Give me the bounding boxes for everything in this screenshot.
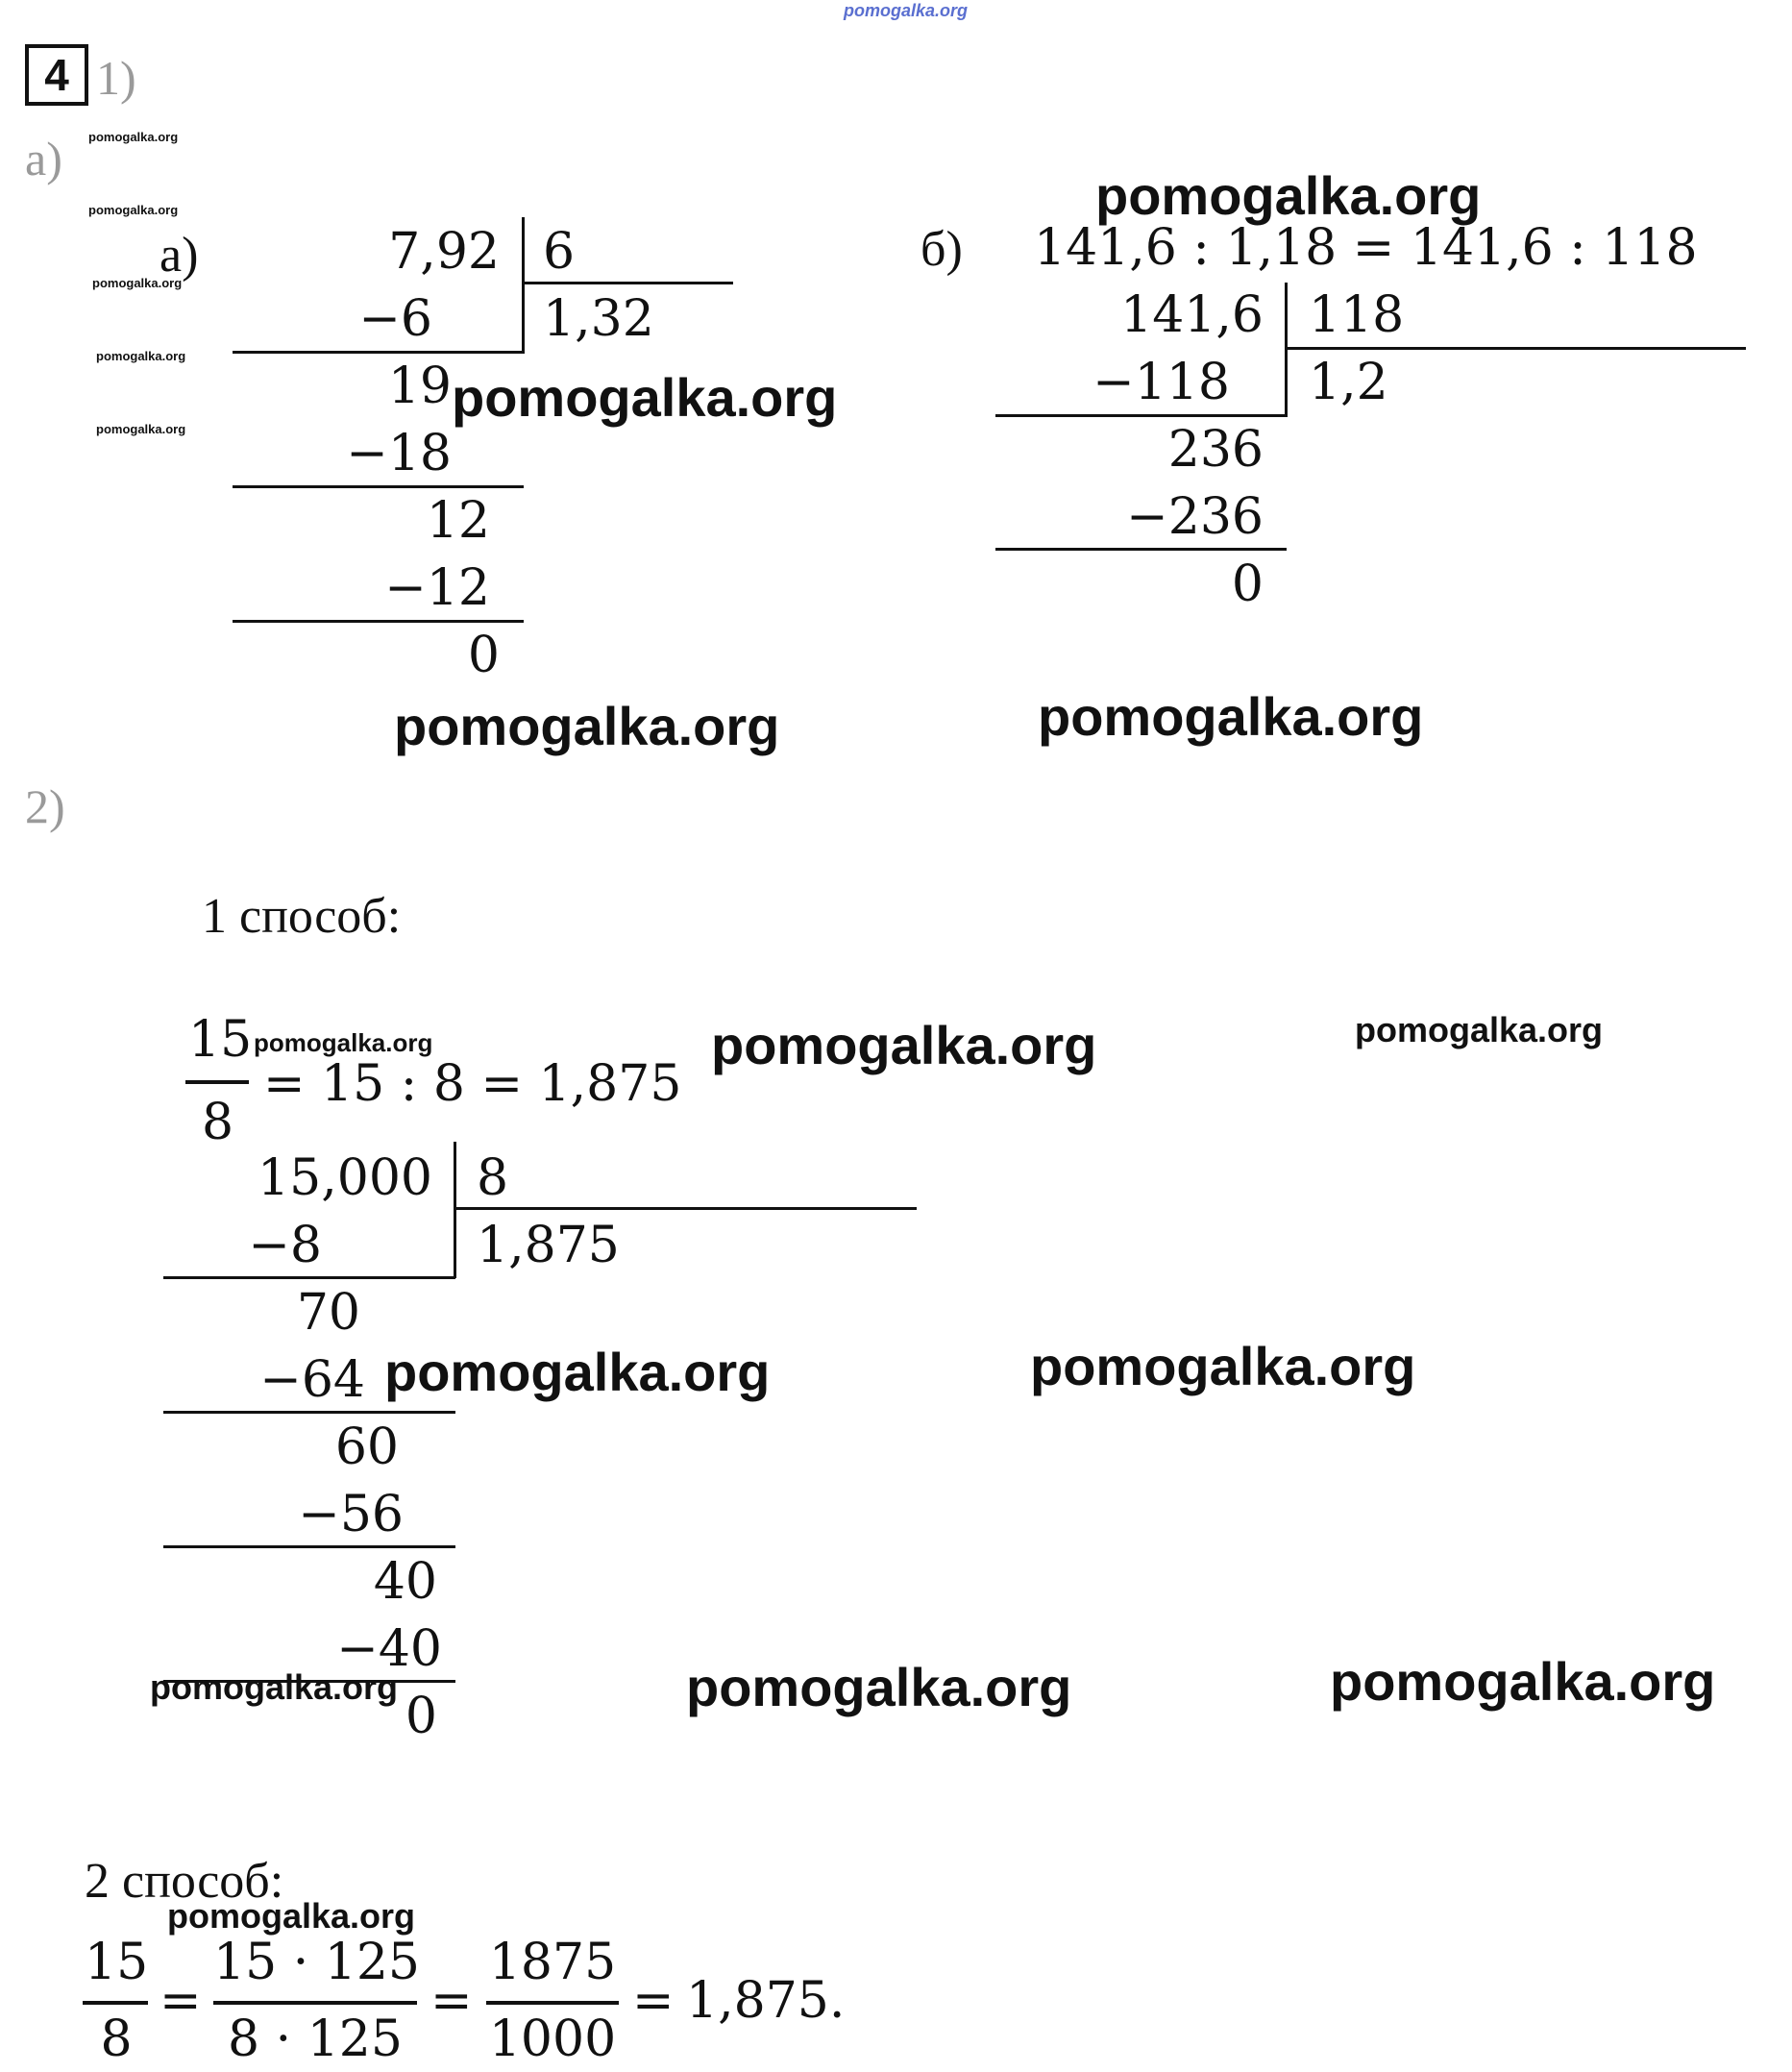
fraction-bar <box>213 2001 417 2005</box>
part-a-divisor: 6 <box>543 223 576 281</box>
fraction-denominator: 8 <box>202 1094 234 1151</box>
part-a-quotient: 1,32 <box>543 290 654 348</box>
part-b-equation: 141,6 : 1,18 = 141,6 : 118 <box>1034 219 1698 277</box>
fraction-bar <box>486 2001 619 2005</box>
division-step: 40 <box>373 1553 437 1611</box>
watermark: pomogalka.org <box>394 696 780 756</box>
subtraction-line <box>233 485 524 488</box>
watermark: pomogalka.org <box>167 1896 416 1936</box>
division-step: −56 <box>298 1486 404 1543</box>
fraction-denominator: 8 · 125 <box>228 2010 403 2068</box>
watermark: pomogalka.org <box>1030 1336 1416 1396</box>
division-step: −8 <box>248 1217 322 1274</box>
watermark-small: pomogalka.org <box>254 1028 433 1057</box>
division-step: −40 <box>336 1620 442 1678</box>
fraction-bar <box>83 2001 148 2005</box>
division-step: −118 <box>1092 354 1230 411</box>
division-step: 0 <box>467 627 500 684</box>
watermark-small: pomogalka.org <box>96 349 186 363</box>
fraction-numerator: 15 <box>85 1934 149 1991</box>
subtraction-line <box>163 1411 455 1414</box>
method1-equation: = 15 : 8 = 1,875 <box>263 1055 682 1113</box>
method2-result: 1,875. <box>686 1972 846 2030</box>
method1-divisor: 8 <box>477 1149 509 1207</box>
subtraction-line <box>163 1276 455 1279</box>
division-bar <box>454 1142 456 1278</box>
division-step: 70 <box>296 1284 360 1342</box>
division-step: 0 <box>1231 555 1264 613</box>
division-bar <box>454 1207 917 1210</box>
part-a-dividend: 7,92 <box>388 223 500 281</box>
equals-sign: = <box>160 1972 202 2030</box>
watermark-small: pomogalka.org <box>88 130 179 144</box>
division-bar <box>522 282 733 284</box>
part-b-quotient: 1,2 <box>1309 354 1388 411</box>
subtraction-line <box>233 351 524 354</box>
watermark: pomogalka.org <box>711 1015 1097 1075</box>
division-step: −6 <box>358 290 432 348</box>
top-watermark: pomogalka.org <box>844 1 969 20</box>
subtraction-line <box>163 1545 455 1548</box>
part-a-grey-marker: а) <box>25 132 62 185</box>
watermark: pomogalka.org <box>686 1657 1072 1717</box>
method2-title: 2 способ: <box>85 1854 284 1909</box>
division-step: −18 <box>346 425 452 482</box>
fraction-numerator: 15 · 125 <box>213 1934 421 1991</box>
part1-label: 1) <box>96 51 136 105</box>
fraction-denominator: 8 <box>100 2010 133 2068</box>
watermark: pomogalka.org <box>1038 686 1424 747</box>
part2-label: 2) <box>25 779 65 833</box>
watermark: pomogalka.org <box>1355 1010 1604 1049</box>
division-bar <box>1285 347 1746 350</box>
watermark: pomogalka.org <box>452 367 838 428</box>
division-step: 0 <box>405 1688 437 1745</box>
fraction-numerator: 1875 <box>488 1934 617 1991</box>
watermark: pomogalka.org <box>384 1342 771 1402</box>
watermark-small: pomogalka.org <box>88 203 179 217</box>
division-step: −64 <box>259 1351 365 1409</box>
task-number-box: 4 <box>25 44 88 106</box>
fraction-numerator: 15 <box>188 1011 253 1069</box>
division-step: 19 <box>387 358 452 415</box>
method1-dividend: 15,000 <box>258 1149 432 1207</box>
fraction-bar <box>185 1080 249 1084</box>
method1-title: 1 способ: <box>202 889 402 944</box>
subtraction-line <box>995 548 1287 551</box>
part-a-label: а) <box>160 228 199 283</box>
equals-sign: = <box>632 1972 675 2030</box>
method1-quotient: 1,875 <box>477 1217 620 1274</box>
watermark: pomogalka.org <box>1095 165 1482 226</box>
division-step: 12 <box>426 492 490 550</box>
division-step: 236 <box>1167 421 1264 479</box>
watermark: pomogalka.org <box>150 1667 399 1707</box>
fraction-denominator: 1000 <box>488 2010 617 2068</box>
subtraction-line <box>995 414 1287 417</box>
division-bar <box>522 217 525 354</box>
part-b-label: б) <box>921 222 963 277</box>
division-step: 60 <box>334 1418 399 1476</box>
watermark-small: pomogalka.org <box>92 276 183 290</box>
watermark: pomogalka.org <box>1330 1651 1716 1712</box>
division-step: −12 <box>384 559 490 617</box>
watermark-small: pomogalka.org <box>96 422 186 436</box>
division-bar <box>1285 283 1288 417</box>
part-b-dividend: 141,6 <box>1120 286 1264 344</box>
division-step: −236 <box>1126 488 1264 546</box>
subtraction-line <box>233 620 524 623</box>
equals-sign: = <box>430 1972 473 2030</box>
part-b-divisor: 118 <box>1309 286 1405 344</box>
